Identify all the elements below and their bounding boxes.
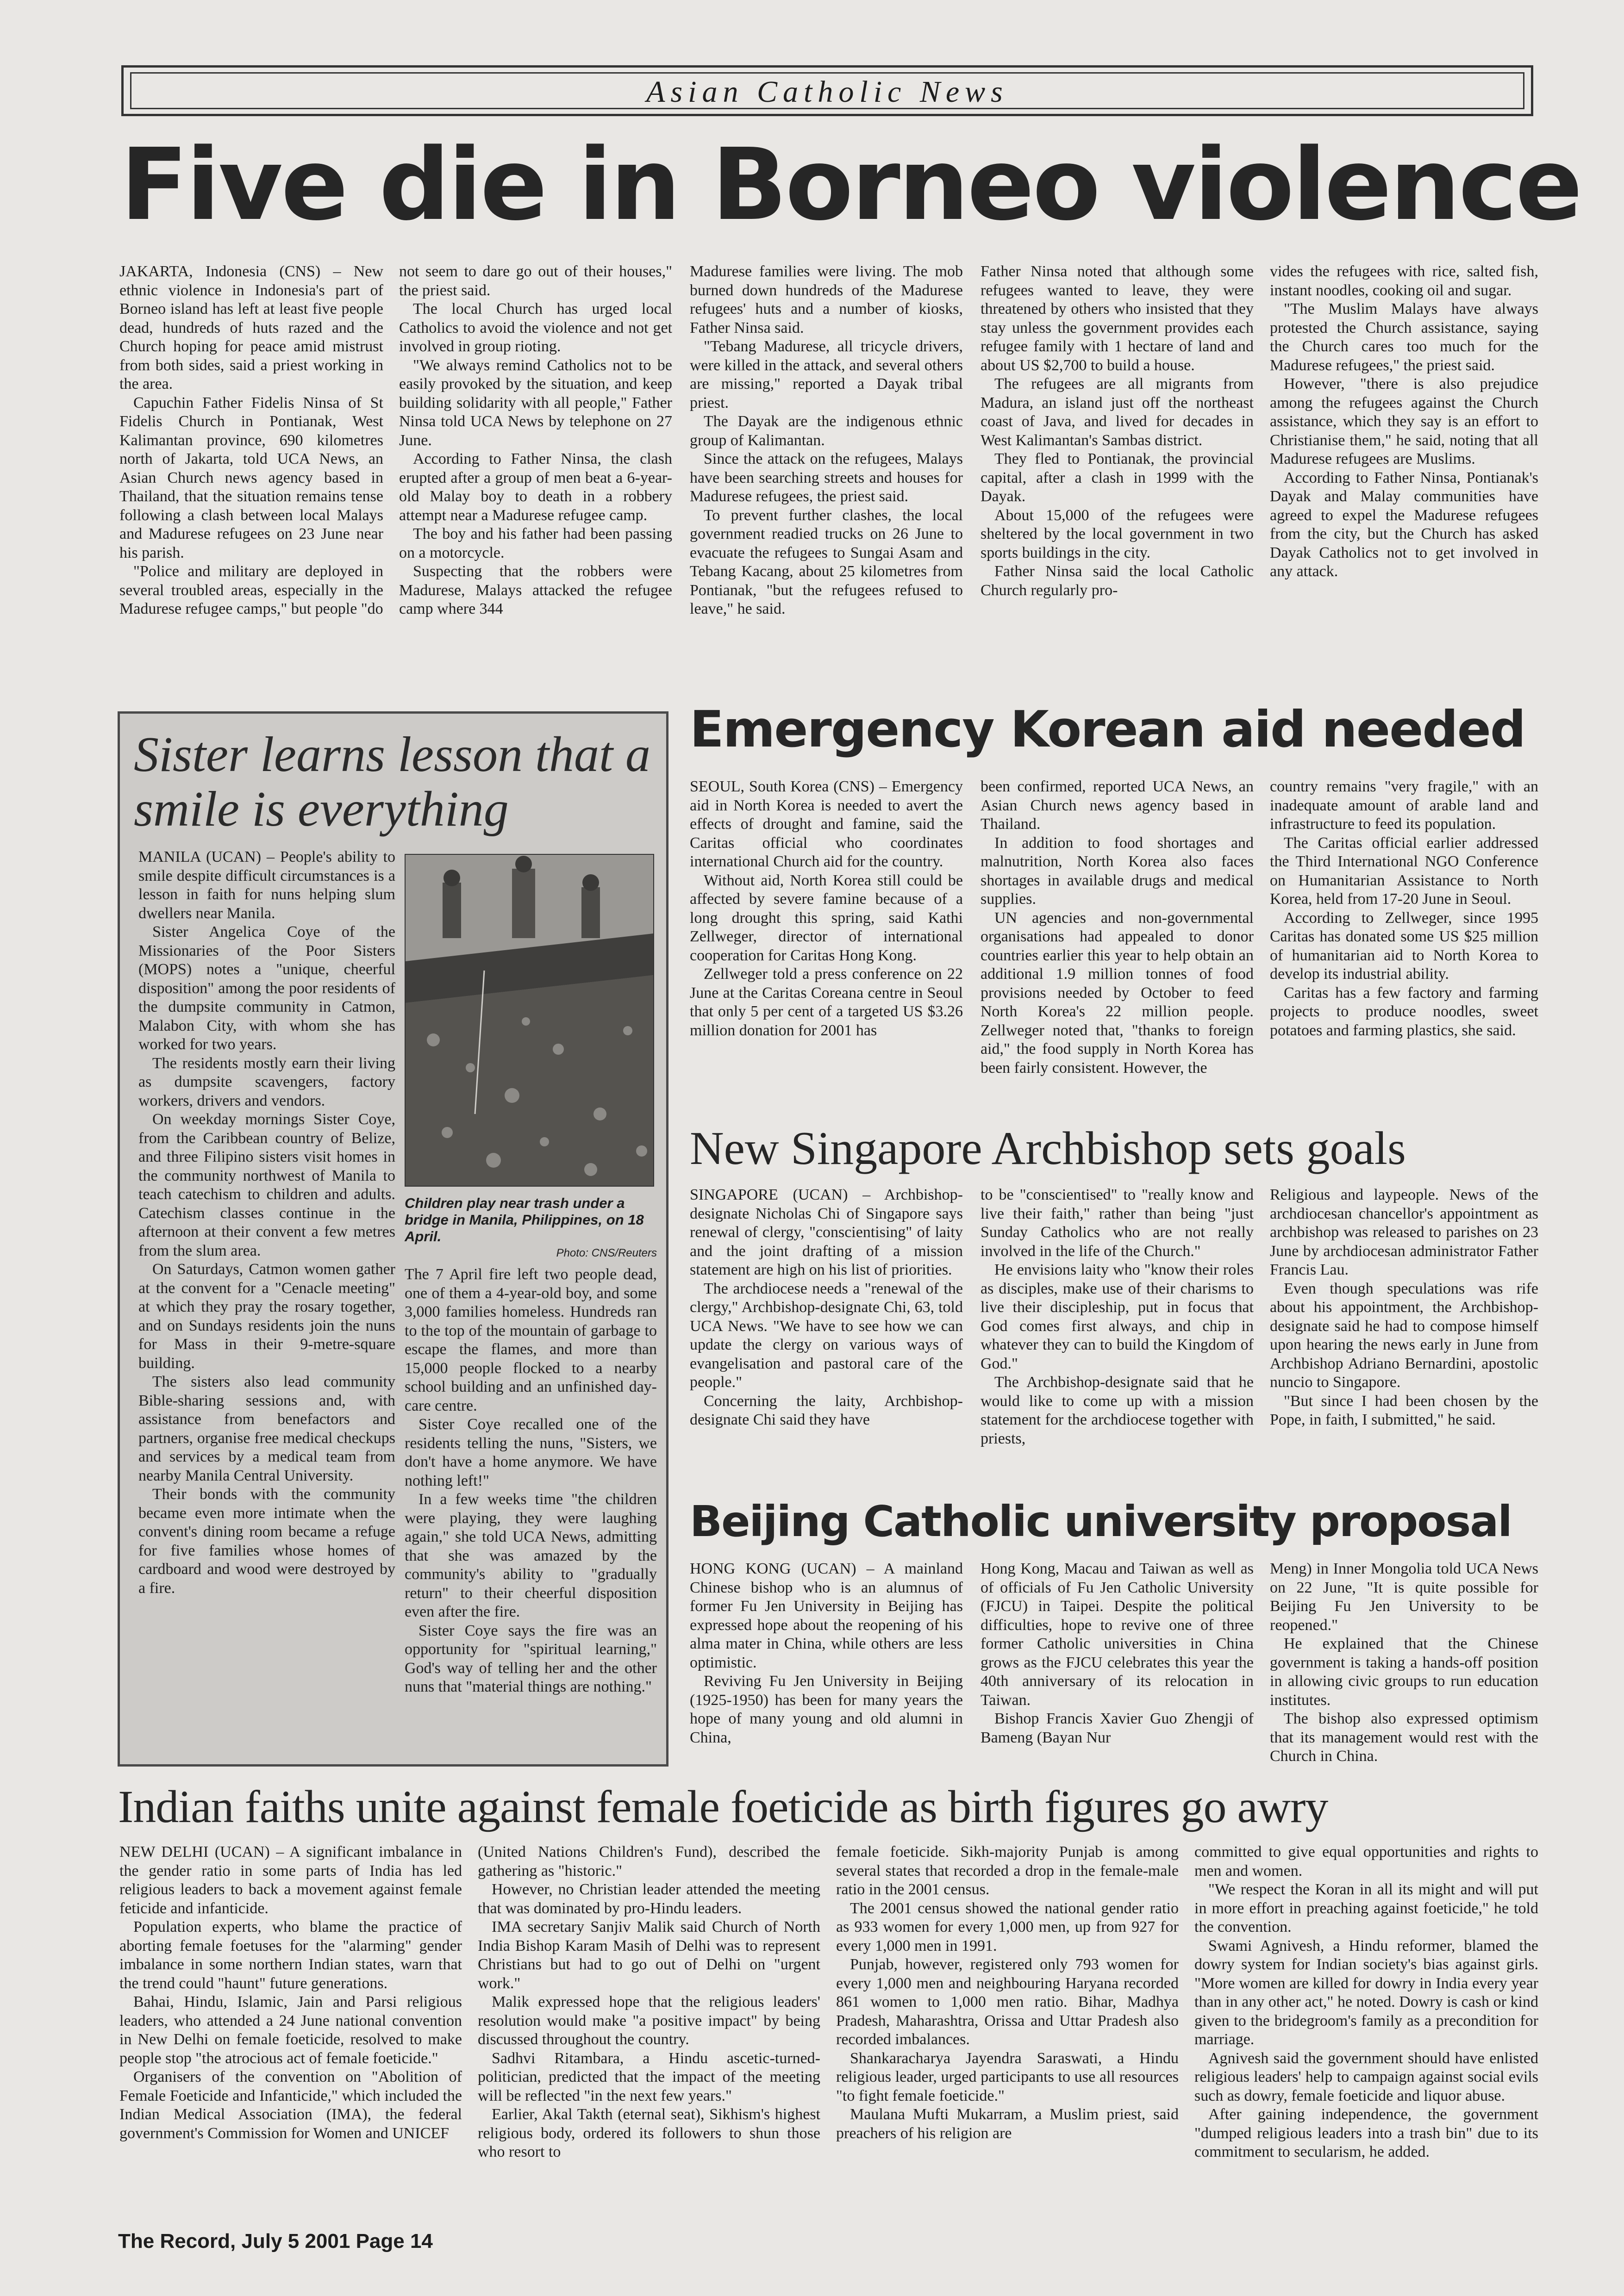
story3-col2: to be "conscientised" to "really know and live their faith," rather than being "just Sunday Catholics who are not really involved in the life of the Church." He envisions laity who "know their roles as disciples, make use of their charisms to live their discipleship, put in focus that God comes first always, and chip in whatever they can to build the Kingdom of God." The Archbishop-designate said that he would like to come up with a mission statement for the archdiocese together with priests, xyxy=(981,1186,1254,1447)
photo-illustration xyxy=(406,855,653,1186)
story4-col2: Hong Kong, Macau and Taiwan as well as of officials of Fu Jen Catholic University (FJCU) in Taipei. Despite the political difficulties, hope to revive one of three former Catholic universities in China grows as the FJCU celebrates this year the 40th anniversary of its relocation in Taiwan. Bishop Francis Xavier Guo Zhengji of Bameng (Bayan Nur xyxy=(981,1560,1254,1746)
sidebar-box xyxy=(118,711,668,1767)
photo-caption: Children play near trash under a bridge in Manila, Philippines, on 18 April. Photo: CNS/Reuters xyxy=(405,1195,657,1262)
story3-col3: Religious and laypeople. News of the archdiocesan chancellor's appointment as archbishop was released to parishes on 23 June by archdiocesan administrator Father Francis Lau. Even though speculations was rife about his appointment, the Archbishop-designate said he had to compose himself upon hearing the news early in June from Archbishop Adriano Bernardini, apostolic nuncio to Singapore. "But since I had been chosen by the Pope, in faith, I submitted," he said. xyxy=(1270,1186,1538,1428)
story5-col3: female foeticide. Sikh-majority Punjab is among several states that recorded a drop in the female-male ratio in the 2001 census. The 2001 census showed the national gender ratio as 933 women for every 1,000 men, up from 927 for every 1,000 men in 1991. Punjab, however, registered only 793 women for every 1,000 men and neighbouring Haryana recorded 861 women to 1,000 men ratio. Bihar, Madhya Pradesh, Maharashtra, Orissa and Uttar Pradesh also recorded imbalances. Shankaracharya Jayendra Saraswati, a Hindu religious leader, urged participants to use all resources "to fight female foeticide." Maulana Mufti Mukarram, a Muslim priest, said preachers of his religion are xyxy=(836,1843,1179,2142)
headline-borneo: Five die in Borneo violence xyxy=(120,127,1581,243)
story2-col2: been confirmed, reported UCA News, an Asian Church news agency based in Thailand. In addition to food shortages and malnutrition, North Korea also faces shortages in available drugs and medical supplies. UN agencies and non-governmental organisations had appealed to donor countries earlier this year to help obtain an additional 1.9 million tonnes of food provisions needed by October to feed North Korea's 22 million people. Zellweger noted that, "thanks to foreign aid," the food supply in North Korea has been fairly consistent. However, the xyxy=(981,778,1254,1076)
sidebar-col1: MANILA (UCAN) – People's ability to smile despite difficult circumstances is a lesson in faith for nuns helping slum dwellers near Manila. Sister Angelica Coye of the Missionaries of the Poor Sisters (MOPS) notes a "unique, cheerful disposition" among the poor residents of the dumpsite community in Catmon, Malabon City, with whom she has worked for two years. The residents mostly earn their living as dumpsite scavengers, factory workers, drivers and vendors. On weekday mornings Sister Coye, from the Caribbean country of Belize, and three Filipino sisters visit homes in the community northwest of Manila to teach catechism to children and adults. Catechism classes continue in the afternoon at their convent a few metres from the slum area. On Saturdays, Catmon women gather at the convent for a "Cenacle meeting" at which they pray the rosary together, and on Sundays residents join the nuns for Mass in their 9-metre-square building. The sisters also lead community Bible-sharing sessions and, with assistance from benefactors and partners, organise free medical checkups and services by a medical team from nearby Manila Central University. Their bonds with the community became even more intimate when the convent's dining room became a refuge for five families whose homes of cardboard and wood were destroyed by a fire. xyxy=(138,848,395,1597)
story5-col4: committed to give equal opportunities and rights to men and women. "We respect the Koran in all its might and will put in more effort in preaching against foeticide," he told the convention. Swami Agnivesh, a Hindu reformer, blamed the dowry system for Indian society's bias against girls. "More women are killed for dowry in India every year than in any other act," he noted. Dowry is cash or kind given to the bridegroom's family as a precondition for marriage. Agnivesh said the government should have enlisted religious leaders' help to campaign against social evils such as dowry, female foeticide and liquor abuse. After gaining independence, the government "dumped religious leaders into a trash bin" due to its commitment to secularism, he added. xyxy=(1194,1843,1538,2160)
headline-beijing: Beijing Catholic university proposal xyxy=(690,1497,1512,1546)
story5-col2: (United Nations Children's Fund), described the gathering as "historic." However, no Christian leader attended the meeting that was dominated by pro-Hindu leaders. IMA secretary Sanjiv Malik said Church of North India Bishop Karam Masih of Delhi was to represent Christians but had to go out of Delhi on "urgent work." Malik expressed hope that the religious leaders' resolution would make "a positive impact" by being discussed throughout the country. Sadhvi Ritambara, a Hindu ascetic-turned-politician, predicted that the impact of the meeting will be reflected "in the next few years." Earlier, Akal Takth (eternal seat), Sikhism's highest religious body, ordered its followers to shun those who resort to xyxy=(478,1843,820,2160)
photo-credit: Photo: CNS/Reuters xyxy=(556,1247,657,1259)
headline-singapore: New Singapore Archbishop sets goals xyxy=(690,1122,1406,1175)
story5-col1: NEW DELHI (UCAN) – A significant imbalance in the gender ratio in some parts of India has led religious leaders to back a movement against female feticide and infanticide. Population experts, who blame the practice of aborting female foetuses for the "alarming" gender imbalance in some northern Indian states, warn that the trend could "haunt" future generations. Bahai, Hindu, Islamic, Jain and Parsi religious leaders, who attended a 24 June national convention in New Delhi on female foeticide, resolved to make people stop "the atrocious act of female foeticide." Organisers of the convention on "Abolition of Female Foeticide and Infanticide," which included the Indian Medical Association (IMA), the federal government's Commission for Women and UNICEF xyxy=(119,1843,462,2142)
news-photo xyxy=(405,854,654,1187)
masthead xyxy=(121,65,1533,116)
story3-col1: SINGAPORE (UCAN) – Archbishop-designate Nicholas Chi of Singapore says renewal of clergy, "conscientising" of laity and the joint drafting of a mission statement are high on his list of priorities. The archdiocese needs a "renewal of the clergy," Archbishop-designate Chi, 63, told UCA News. "We have to see how we can update the clergy on various ways of evangelisation and pastoral care of the people." Concerning the laity, Archbishop-designate Chi said they have xyxy=(690,1186,963,1428)
headline-india: Indian faiths unite against female foeticide as birth figures go awry xyxy=(118,1781,1328,1832)
sidebar-col2: The 7 April fire left two people dead, one of them a 4-year-old boy, and some 3,000 families homeless. Hundreds ran to the top of the mountain of garbage to escape the flames, and more than 15,000 people flocked to a nearby school building and an unfinished day-care centre. Sister Coye recalled one of the residents telling the nuns, "Sisters, we don't have a home anymore. We have nothing left!" In a few weeks time "the children were playing, they were laughing again," she told UCA News, admitting that she was amazed by the community's ability to "gradually return" to their cheerful disposition even after the fire. Sister Coye says the fire was an opportunity for "spiritual learning," God's way of telling her and the other nuns that "material things are nothing." xyxy=(405,1266,657,1695)
masthead-title: Asian Catholic News xyxy=(130,72,1524,109)
story4-col3: Meng) in Inner Mongolia told UCA News on 22 June, "It is quite possible for Beijing Fu Jen University to be reopened." He explained that the Chinese government is taking a hands-off position in allowing civic groups to run education institutes. The bishop also expressed optimism that its management would rest with the Church in China. xyxy=(1270,1560,1538,1765)
story1-col2: not seem to dare go out of their houses," the priest said. The local Church has urged local Catholics to avoid the violence and not get involved in group rioting. "We always remind Catholics not to be easily provoked by the situation, and keep building solidarity with all people," Father Ninsa told UCA News by telephone on 27 June. According to Father Ninsa, the clash erupted after a group of men beat a 6-year-old Malay boy to death in a robbery attempt near a Madurese refugee camp. The boy and his father had been passing on a motorcycle. Suspecting that the robbers were Madurese, Malays attacked the refugee camp where 344 xyxy=(399,263,672,617)
story2-col3: country remains "very fragile," with an inadequate amount of arable land and infrastructure to feed its population. The Caritas official earlier addressed the Third International NGO Conference on Humanitarian Assistance to North Korea, held from 17-20 June in Seoul. According to Zellweger, since 1995 Caritas has donated some US $25 million of humanitarian aid to North Korea to develop its industrial ability. Caritas has a few factory and farming projects to produce noodles, sweet potatoes and farming plastics, she said. xyxy=(1270,778,1538,1039)
sidebar-title: Sister learns lesson that a smile is everything xyxy=(134,727,651,837)
story2-col1: SEOUL, South Korea (CNS) – Emergency aid in North Korea is needed to avert the effects of drought and famine, said the Caritas official who coordinates international Church aid for the country. Without aid, North Korea still could be affected by severe famine because of a long drought this spring, said Kathi Zellweger, director of international cooperation for Caritas Hong Kong. Zellweger told a press conference on 22 June at the Caritas Coreana centre in Seoul that only 5 per cent of a targeted US $3.26 million donation for 2001 has xyxy=(690,778,963,1039)
story1-col3: Madurese families were living. The mob burned down hundreds of the Madurese refugees' huts and a number of kiosks, Father Ninsa said. "Tebang Madurese, all tricycle drivers, were killed in the attack, and several others are missing," reported a Dayak tribal priest. The Dayak are the indigenous ethnic group of Kalimantan. Since the attack on the refugees, Malays have been searching streets and houses for Madurese refugees, the priest said. To prevent further clashes, the local government readied trucks on 26 June to evacuate the refugees to Sungai Asam and Tebang Kacang, about 25 kilometres from Pontianak, "but the refugees refused to leave," he said. xyxy=(690,263,963,617)
story4-col1: HONG KONG (UCAN) – A mainland Chinese bishop who is an alumnus of former Fu Jen University in Beijing has expressed hope about the reopening of his alma mater in China, while others are less optimistic. Reviving Fu Jen University in Beijing (1925-1950) has been for many years the hope of many young and old alumni in China, xyxy=(690,1560,963,1746)
story1-col5: vides the refugees with rice, salted fish, instant noodles, cooking oil and sugar. "The Muslim Malays have always protested the Church assistance, saying the Church cares too much for the Madurese refugees," the priest said. However, "there is also prejudice among the refugees against the Church assistance, which they say is an effort to Christianise them," he said, noting that all Madurese refugees are Muslims. According to Father Ninsa, Pontianak's Dayak and Malay communities have agreed to expel the Madurese refugees from the city, but the Church has asked Dayak Catholics not to get involved in any attack. xyxy=(1270,263,1538,580)
story1-col1: JAKARTA, Indonesia (CNS) – New ethnic violence in Indonesia's part of Borneo island has left at least five people dead, hundreds of huts razed and the Church hoping for peace amid mistrust from both sides, said a priest working in the area. Capuchin Father Fidelis Ninsa of St Fidelis Church in Pontianak, West Kalimantan province, 690 kilometres north of Jakarta, told UCA News, an Asian Church news agency based in Thailand, that the situation remains tense following a clash between local Malays and Madurese refugees on 23 June near his parish. "Police and military are deployed in several troubled areas, especially in the Madurese refugee camps," but people "do xyxy=(119,263,383,617)
headline-korean-aid: Emergency Korean aid needed xyxy=(690,701,1525,759)
page-footer: The Record, July 5 2001 Page 14 xyxy=(118,2230,433,2252)
story1-col4: Father Ninsa noted that although some refugees wanted to leave, they were threatened by others who insisted that they stay unless the government provides each refugee family with 1 hectare of land and about US $2,700 to build a house. The refugees are all migrants from Madura, an island just off the northeast coast of Java, and lived for decades in West Kalimantan's Sambas district. They fled to Pontianak, the provincial capital, after a clash in 1999 with the Dayak. About 15,000 of the refugees were sheltered by the local government in two sports buildings in the city. Father Ninsa said the local Catholic Church regularly pro- xyxy=(981,263,1254,599)
